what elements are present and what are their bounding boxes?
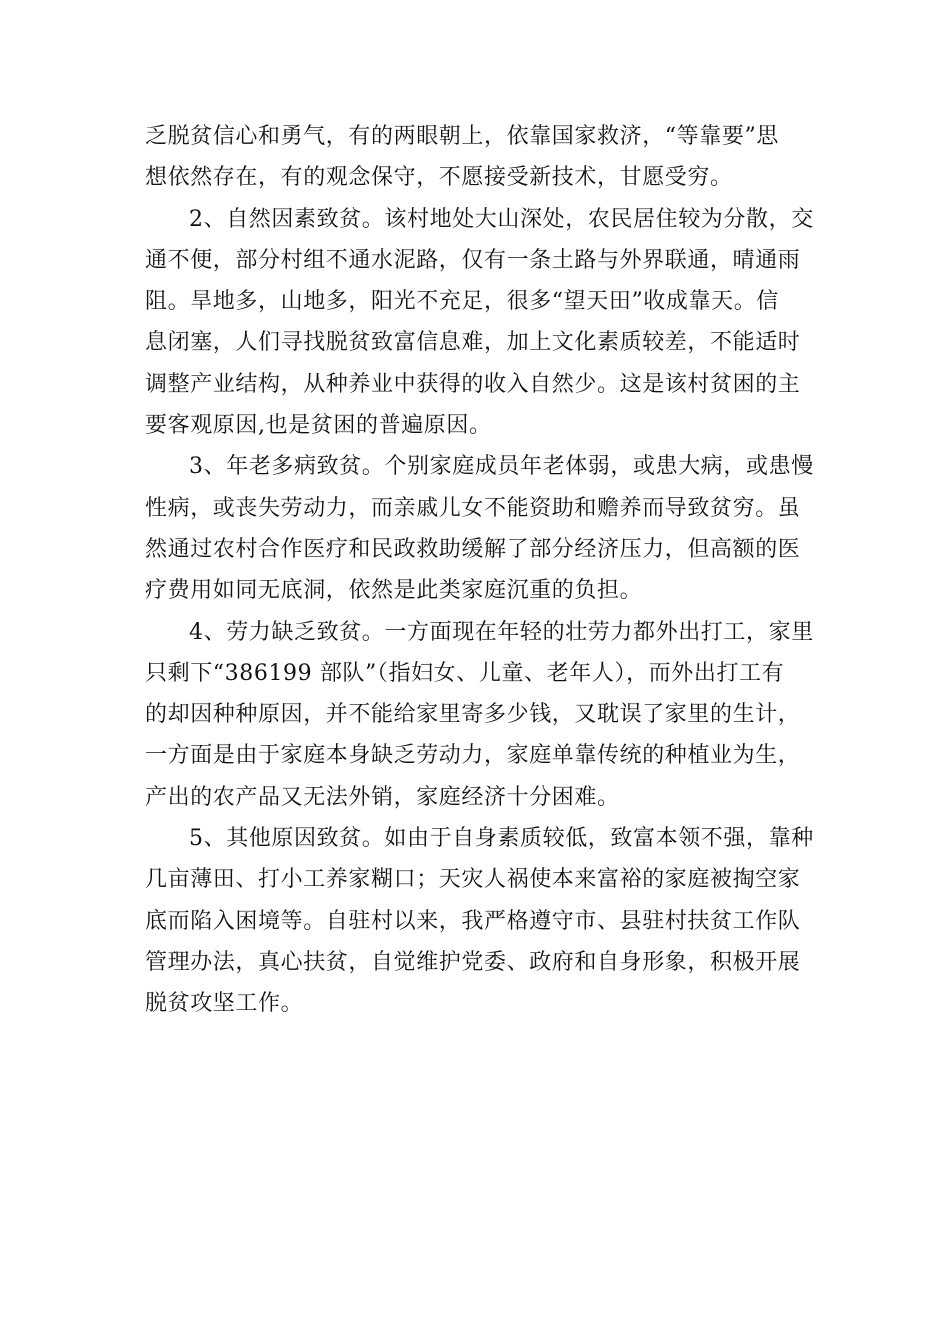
text-line: 一方面是由于家庭本身缺乏劳动力，家庭单靠传统的种植业为生， <box>145 743 801 769</box>
text-line: 阻。旱地多，山地多，阳光不充足，很多“望天田”收成靠天。信 <box>145 289 779 315</box>
text-line: 乏脱贫信心和勇气，有的两眼朝上，依靠国家救济，“等靠要”思 <box>145 124 779 149</box>
text-line: 想依然存在，有的观念保守，不愿接受新技术，甘愿受穷。 <box>145 165 733 191</box>
text-line: 管理办法，真心扶贫，自觉维护党委、政府和自身形象，积极开展 <box>145 949 801 975</box>
text-line: 5、其他原因致贫。如由于自身素质较低，致富本领不强，靠种 <box>189 826 814 852</box>
paragraph-continuation <box>145 116 805 199</box>
text-line: 只剩下“386199 部队”（指妇女、儿童、老年人），而外出打工有 <box>145 660 785 686</box>
text-line: 然通过农村合作医疗和民政救助缓解了部分经济压力，但高额的医 <box>145 536 801 562</box>
text-line: 3、年老多病致贫。个别家庭成员年老体弱，或患大病，或患慢 <box>189 454 814 480</box>
paragraph-natural-factors <box>145 199 814 447</box>
paragraph-old-age-illness <box>145 446 814 611</box>
text-line: 2、自然因素致贫。该村地处大山深处，农民居住较为分散，交 <box>189 206 814 232</box>
text-line: 底而陷入困境等。自驻村以来，我严格遵守市、县驻村扶贫工作队 <box>145 908 801 934</box>
text-line: 息闭塞，人们寻找脱贫致富信息难，加上文化素质较差，不能适时 <box>145 330 801 356</box>
document-body <box>145 116 814 1025</box>
text-line: 脱贫攻坚工作。 <box>145 991 304 1017</box>
text-line: 性病，或丧失劳动力，而亲戚儿女不能资助和赡养而导致贫穷。虽 <box>145 495 801 521</box>
text-line: 要客观原因,也是贫困的普遍原因。 <box>145 413 492 439</box>
paragraph-other-causes <box>145 818 814 1024</box>
text-line: 产出的农产品又无法外销，家庭经济十分困难。 <box>145 784 620 810</box>
text-line: 通不便，部分村组不通水泥路，仅有一条土路与外界联通，晴通雨 <box>145 247 801 273</box>
text-line: 调整产业结构，从种养业中获得的收入自然少。这是该村贫困的主 <box>145 371 801 397</box>
text-line: 4、劳力缺乏致贫。一方面现在年轻的壮劳力都外出打工，家里 <box>189 619 814 645</box>
text-line: 的却因种种原因，并不能给家里寄多少钱，又耽误了家里的生计， <box>145 702 801 728</box>
paragraph-labor-shortage <box>145 612 814 818</box>
text-line: 疗费用如同无底洞，依然是此类家庭沉重的负担。 <box>145 578 643 604</box>
text-line: 几亩薄田、打小工养家糊口；天灾人祸使本来富裕的家庭被掏空家 <box>145 867 801 893</box>
